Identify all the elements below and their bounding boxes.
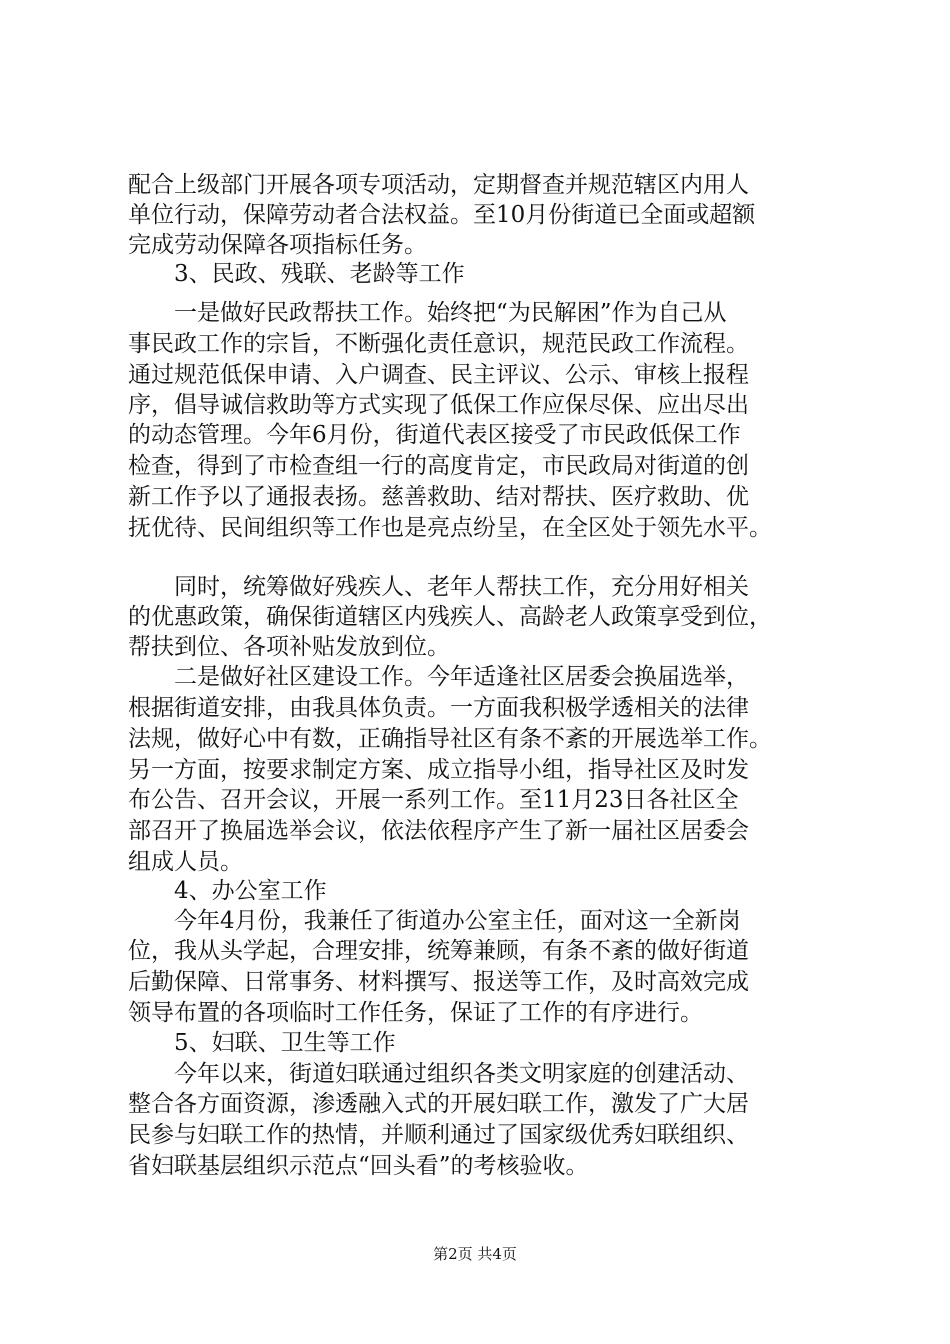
paragraph-line: 帮扶到位、各项补贴发放到位。	[128, 634, 450, 660]
paragraph-line: 完成劳动保障各项指标任务。	[128, 232, 427, 258]
paragraph-line: 省妇联基层组织示范点“回头看”的考核验收。	[128, 1153, 589, 1179]
paragraph-line: 配合上级部门开展各项专项活动，定期督查并规范辖区内用人	[128, 172, 749, 198]
paragraph-line: 布公告、召开会议，开展一系列工作。至11月23日各社区全	[128, 787, 739, 813]
paragraph-line: 通过规范低保申请、入户调查、民主评议、公示、审核上报程	[128, 362, 749, 388]
paragraph-line: 一是做好民政帮扶工作。始终把“为民解困”作为自己从	[174, 300, 727, 326]
page-number-footer: 第2页 共4页	[433, 1245, 517, 1263]
paragraph-line: 单位行动，保障劳动者合法权益。至10月份街道已全面或超额	[128, 202, 756, 228]
paragraph-line: 后勤保障、日常事务、材料撰写、报送等工作，及时高效完成	[128, 969, 749, 995]
paragraph-line: 民参与妇联工作的热情，并顺利通过了国家级优秀妇联组织、	[128, 1122, 749, 1148]
paragraph-line: 的动态管理。今年6月份，街道代表区接受了市民政低保工作	[128, 422, 741, 448]
paragraph-line: 部召开了换届选举会议，依法依程序产生了新一届社区居委会	[128, 818, 749, 844]
section-heading-3: 3、民政、残联、老龄等工作	[174, 261, 465, 287]
paragraph-line: 法规，做好心中有数，正确指导社区有条不紊的开展选举工作。	[128, 726, 772, 752]
paragraph-line: 二是做好社区建设工作。今年适逢社区居委会换届选举，	[174, 664, 749, 690]
paragraph-line: 组成人员。	[128, 849, 243, 875]
paragraph-line: 序，倡导诚信救助等方式实现了低保工作应保尽保、应出尽出	[128, 392, 749, 418]
paragraph-line: 今年4月份，我兼任了街道办公室主任，面对这一全新岗	[174, 908, 741, 934]
paragraph-line: 同时，统筹做好残疾人、老年人帮扶工作，充分用好相关	[174, 574, 749, 600]
paragraph-line: 事民政工作的宗旨，不断强化责任意识，规范民政工作流程。	[128, 331, 749, 357]
paragraph-line: 新工作予以了通报表扬。慈善救助、结对帮扶、医疗救助、优	[128, 484, 749, 510]
paragraph-line: 另一方面，按要求制定方案、成立指导小组，指导社区及时发	[128, 757, 749, 783]
paragraph-line: 根据街道安排，由我具体负责。一方面我积极学透相关的法律	[128, 695, 749, 721]
paragraph-line: 今年以来，街道妇联通过组织各类文明家庭的创建活动、	[174, 1061, 749, 1087]
paragraph-line: 整合各方面资源，渗透融入式的开展妇联工作，激发了广大居	[128, 1091, 749, 1117]
section-heading-4: 4、办公室工作	[174, 878, 327, 904]
paragraph-line: 检查，得到了市检查组一行的高度肯定，市民政局对街道的创	[128, 453, 749, 479]
paragraph-line: 的优惠政策，确保街道辖区内残疾人、高龄老人政策享受到位，	[128, 604, 772, 630]
paragraph-line: 抚优待、民间组织等工作也是亮点纷呈，在全区处于领先水平。	[128, 515, 772, 541]
section-heading-5: 5、妇联、卫生等工作	[174, 1030, 396, 1056]
paragraph-line: 领导布置的各项临时工作任务，保证了工作的有序进行。	[128, 1000, 703, 1026]
paragraph-line: 位，我从头学起，合理安排，统筹兼顾，有条不紊的做好街道	[128, 938, 749, 964]
